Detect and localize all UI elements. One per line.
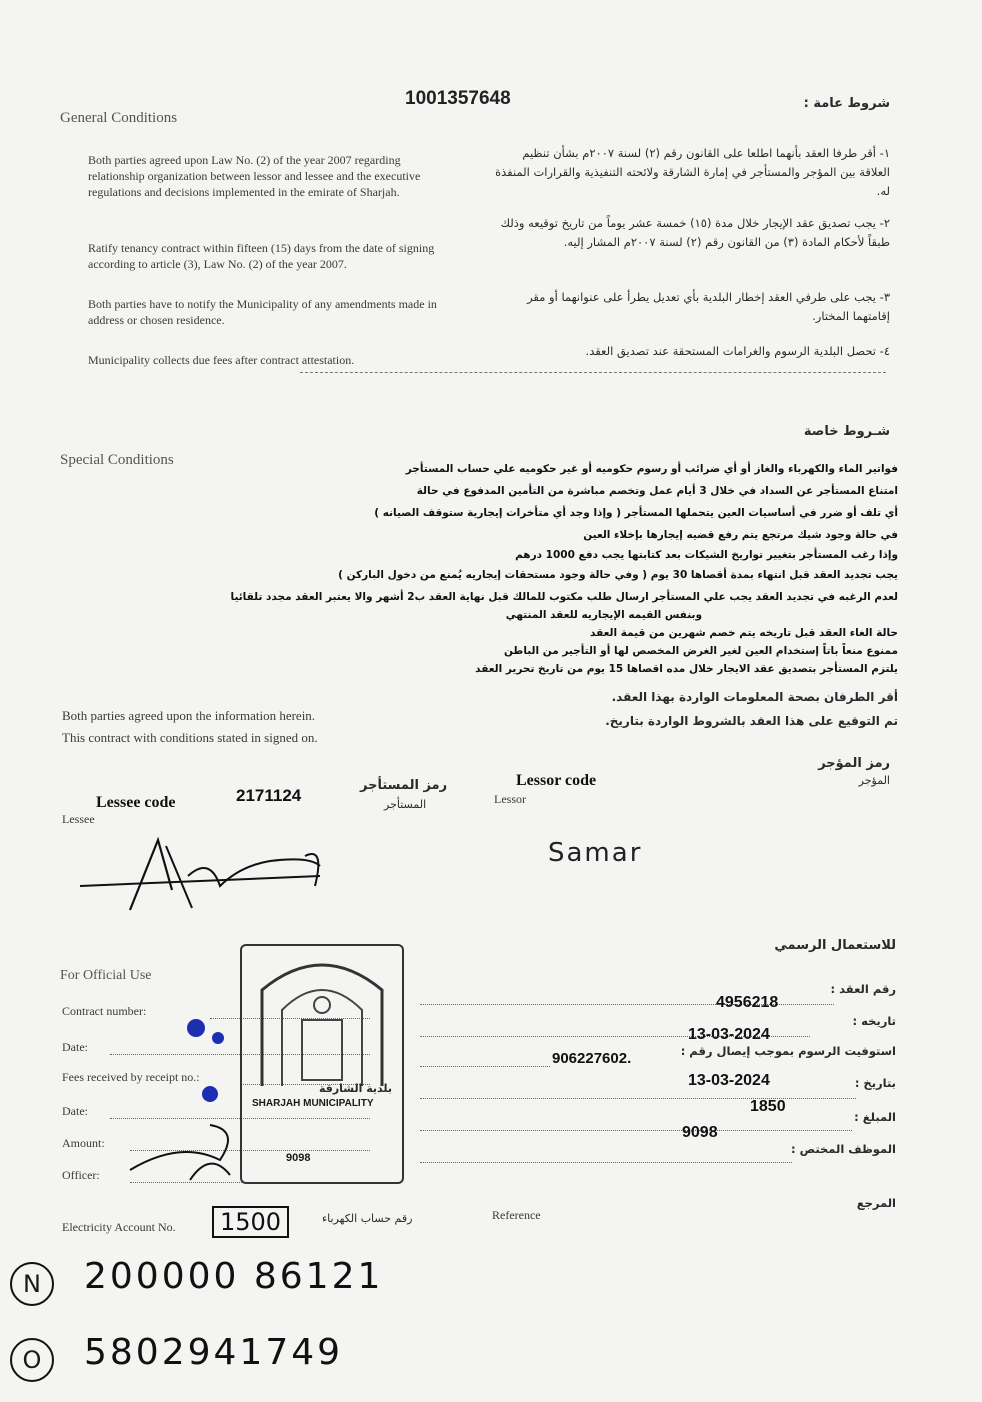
special-item-7: لعدم الرغبه في تجديد العقد يجب علي المستأجر ارسال طلب مكتوب للمالك قبل نهاية العقد ب2 أشهر والا يعتبر العقد مجدد تلقائيا: [230, 591, 898, 603]
receipt-date-label: Date:: [62, 1104, 88, 1118]
dotted-line: [420, 1130, 852, 1131]
special-item-6: يجب تجديد العقد قبل انتهاء بمدة أقصاها 30 يوم ( وفي حالة وجود مستحقات إيجاريه يُمنع من دخول الباركن ): [338, 569, 898, 581]
special-item-11: يلتزم المستأجر بتصديق عقد الايجار خلال مده اقصاها 15 يوم من تاريخ تحرير العقد: [475, 663, 898, 675]
receipt-label: Fees received by receipt no.:: [62, 1070, 200, 1084]
contract-number-value: 4956218: [716, 994, 779, 1011]
agreement-en-2: This contract with conditions stated in signed on.: [62, 730, 318, 745]
special-item-3: أي تلف أو ضرر في أساسيات العين يتحملها المستأجر ( وإذا وجد أي متأخرات إيجارية ستوقف الصيانه ): [374, 507, 898, 519]
lessee-code-value: 2171124: [236, 786, 302, 805]
special-item-5: وإذا رغب المستأجر بتغيير تواريخ الشيكات بعد كتابتها يجب دفع 1000 درهم: [515, 549, 898, 561]
general-item-en-1: Both parties agreed upon Law No. (2) of the year 2007 regarding relationship organization between lessor and lessee and the executive regulations and decisions implemented in the emirate of Sharjah.: [88, 153, 421, 199]
general-item-ar-2: ٢- يجب تصديق عقد الإيجار خلال مدة (١٥) خمسة عشر يوماً من تاريخ توقيعه وذلك طبقاً لأحكام المادة (٣) من القانون رقم (٢) لسنة ٢٠٠٧م المشار إليه.: [500, 216, 890, 249]
general-item-en-3: Both parties have to notify the Municipality of any amendments made in address or chosen residence.: [88, 297, 437, 327]
dotted-line: [420, 1162, 792, 1163]
handwritten-marker-n: N: [10, 1262, 54, 1306]
lessor-signature: Samar: [548, 838, 643, 868]
municipality-stamp: [240, 944, 404, 1184]
amount-label-ar: المبلغ :: [854, 1110, 896, 1124]
stamp-emblem-icon: [242, 950, 402, 1090]
official-use-title-ar: للاستعمال الرسمي: [774, 938, 896, 953]
reference-label-ar: المرجع: [856, 1196, 896, 1210]
general-item-ar-3: ٣- يجب على طرفي العقد إخطار البلدية بأي تعديل يطرأ على عنوانهما أو مقر إقامتهما المختار.: [527, 290, 890, 323]
lessee-label-en: Lessee: [62, 812, 95, 826]
agreement-ar-1: أقر الطرفان بصحة المعلومات الواردة بهذا العقد.: [611, 690, 898, 704]
special-conditions-title-en: Special Conditions: [60, 452, 174, 468]
lessor-code-label: Lessor code: [516, 772, 597, 789]
lessee-code-label-ar: رمز المستأجر: [360, 778, 448, 793]
agreement-ar-2: تم التوقيع على هذا العقد بالشروط الواردة بتاريخ.: [605, 714, 898, 728]
handwritten-number-1: 200000 86121: [84, 1256, 384, 1297]
dotted-line: [420, 1098, 856, 1099]
special-item-9: حالة الغاء العقد قبل تاريخه يتم خصم شهرين من قيمة العقد: [590, 627, 898, 639]
officer-label: Officer:: [62, 1168, 100, 1182]
lessee-code-label: Lessee code: [96, 794, 176, 811]
receipt-label-ar: استوفيت الرسوم بموجب إيصال رقم :: [680, 1044, 896, 1058]
lessor-label-ar: المؤجر: [858, 774, 890, 787]
special-item-2: امتناع المستأجر عن السداد في خلال 3 أيام عمل وتخصم مباشرة من التأمين المدفوع في حالة: [416, 485, 898, 497]
amount-label: Amount:: [62, 1136, 105, 1150]
lessor-code-label-ar: رمز المؤجر: [818, 756, 890, 771]
contract-date-value: 13-03-2024: [688, 1026, 770, 1043]
official-use-title-en: For Official Use: [60, 968, 152, 983]
officer-value: 9098: [682, 1124, 718, 1141]
contract-number-label-ar: رقم العقد :: [830, 982, 896, 996]
lessee-signature: [70, 826, 340, 922]
general-conditions-title-ar: شروط عامة :: [803, 96, 890, 111]
contract-date-label: Date:: [62, 1040, 88, 1054]
general-conditions-title-en: General Conditions: [60, 110, 178, 126]
receipt-date-label-ar: بتاريخ :: [854, 1076, 896, 1090]
document-number: 1001357648: [405, 88, 511, 109]
stamp-text-ar: بلدية الشارقة: [318, 1082, 392, 1095]
contract-number-label: Contract number:: [62, 1004, 147, 1018]
receipt-number-value: 906227602.: [552, 1050, 632, 1067]
stamp-code: 9098: [286, 1152, 311, 1164]
special-conditions-title-ar: شـروط خاصة: [803, 424, 890, 439]
contract-date-label-ar: تاريخه :: [852, 1014, 896, 1028]
officer-label-ar: الموظف المختص :: [791, 1142, 896, 1156]
lessor-label-en: Lessor: [494, 792, 526, 806]
amount-value: 1850: [750, 1098, 786, 1115]
special-item-1: فواتير الماء والكهرباء والغاز أو أي ضرائب أو رسوم حكوميه أو غير حكوميه علي حساب المستأجر: [405, 463, 898, 475]
reference-label-en: Reference: [492, 1208, 541, 1222]
lessee-label-ar: المستأجر: [384, 798, 427, 811]
stamp-signature: [120, 1120, 260, 1190]
special-item-8: وبنفس القيمه الإيجاريه للعقد المنتهي: [505, 609, 702, 621]
divider: [300, 372, 886, 373]
dotted-line: [420, 1066, 550, 1067]
general-item-en-2: Ratify tenancy contract within fifteen (15) days from the date of signing according to article (3), Law No. (2) of the year 2007.: [88, 241, 435, 271]
general-item-en-4: Municipality collects due fees after contract attestation.: [88, 353, 355, 367]
special-item-4: في حالة وجود شيك مرتجع يتم رفع قضيه إيجارها بإخلاء العين: [583, 529, 898, 541]
general-item-ar-4: ٤- تحصل البلدية الرسوم والغرامات المستحقة عند تصديق العقد.: [585, 344, 890, 358]
electricity-label-ar: رقم حساب الكهرباء: [322, 1212, 413, 1225]
electricity-account-value: 1500: [212, 1206, 289, 1238]
handwritten-number-2: 5802941749: [84, 1332, 344, 1373]
general-item-ar-1: ١- أقر طرفا العقد بأنهما اطلعا على القانون رقم (٢) لسنة ٢٠٠٧م بشأن تنظيم العلاقة بين المؤجر والمستأجر في إمارة الشارقة ولائحته التنفيذية والقرارات المنفذة له.: [495, 146, 890, 198]
special-item-10: ممنوع منعاً باتاً إستخدام العين لغير الغرض المخصص لها أو التأجير من الباطن: [503, 645, 898, 657]
electricity-label-en: Electricity Account No.: [62, 1220, 176, 1234]
stamp-text: SHARJAH MUNICIPALITY: [252, 1098, 374, 1109]
agreement-en-1: Both parties agreed upon the information herein.: [62, 708, 316, 723]
handwritten-marker-o: O: [10, 1338, 54, 1382]
receipt-date-value: 13-03-2024: [688, 1072, 770, 1089]
